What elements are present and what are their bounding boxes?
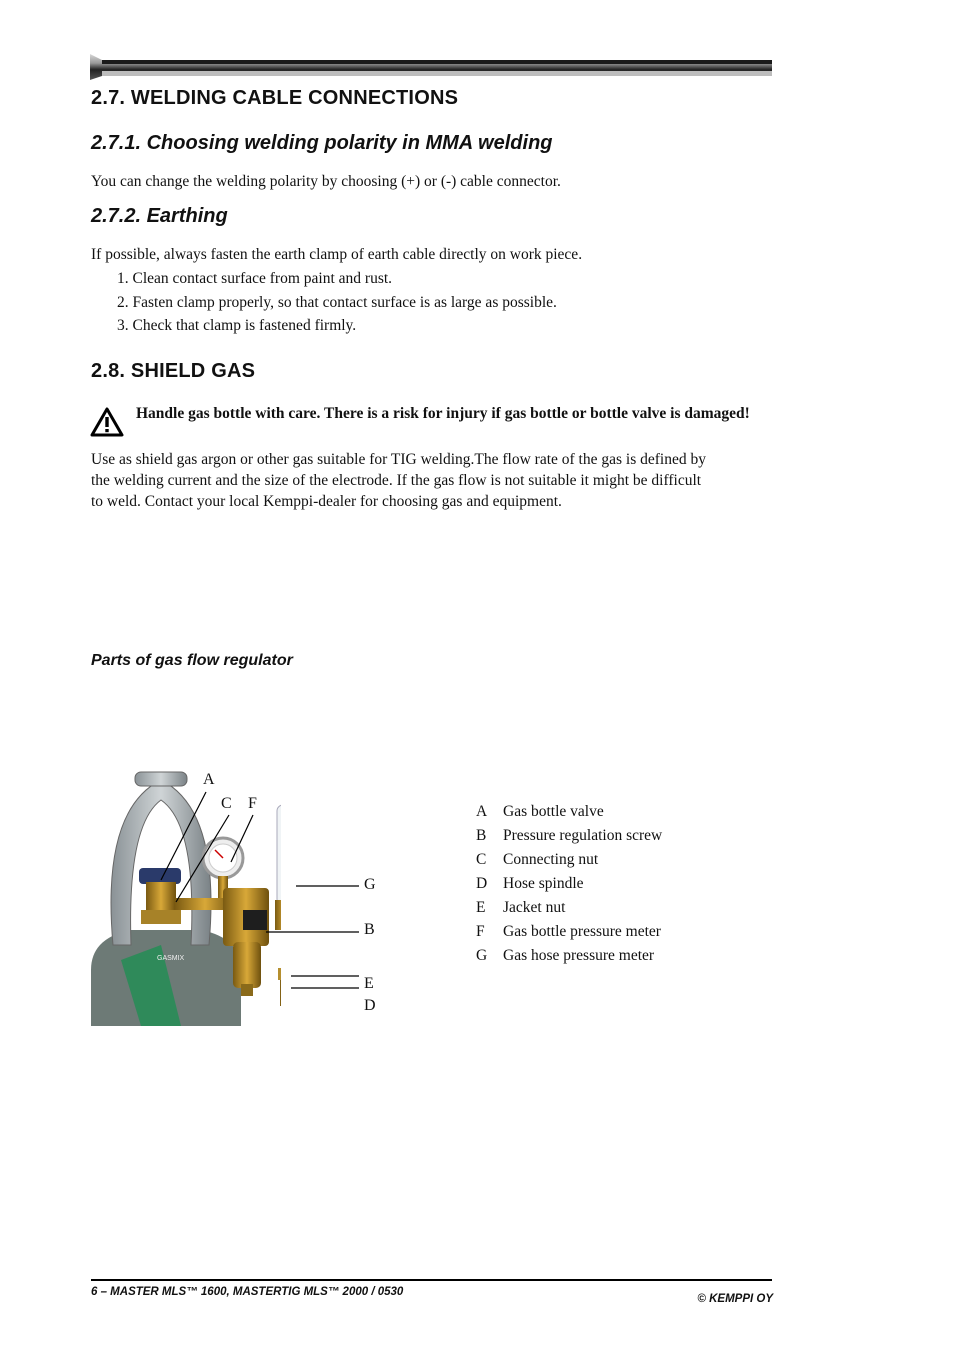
legend-letter: F	[476, 923, 485, 940]
legend-item	[476, 899, 565, 917]
legend-text: Hose spindle	[503, 875, 584, 892]
earthing-step-2: 2. Fasten clamp properly, so that contact surface is as large as possible.	[117, 294, 557, 311]
earthing-step-3: 3. Check that clamp is fastened firmly.	[117, 317, 357, 334]
section-2-7-2-heading: 2.7.2. Earthing	[91, 205, 228, 227]
figure-label-d: D	[364, 997, 376, 1014]
legend-item	[476, 803, 604, 821]
earthing-step-1: 1. Clean contact surface from paint and rust.	[117, 270, 393, 287]
header-band	[88, 52, 774, 82]
footer-document-title: 6 – MASTER MLS™ 1600, MASTERTIG MLS™ 2000 / 0530	[91, 1286, 404, 1298]
figure-label-e: E	[364, 975, 374, 992]
section-2-7-1-heading: 2.7.1. Choosing welding polarity in MMA welding	[91, 132, 553, 154]
section-2-8-heading: 2.8. SHIELD GAS	[91, 360, 256, 382]
warning-text: Handle gas bottle with care. There is a risk for injury if gas bottle or bottle valve is damaged!	[136, 405, 750, 422]
figure-label-b: B	[364, 921, 375, 938]
legend-text: Gas bottle pressure meter	[503, 923, 661, 940]
legend-item	[476, 851, 598, 869]
footer-copyright: © KEMPPI OY	[697, 1293, 773, 1305]
warning-triangle-icon	[90, 406, 124, 438]
legend-letter: A	[476, 803, 488, 820]
legend-text: Gas hose pressure meter	[503, 947, 655, 964]
legend-letter: B	[476, 827, 487, 844]
footer-rule	[91, 1279, 772, 1281]
legend-item	[476, 875, 584, 893]
svg-text:GASMIX: GASMIX	[157, 955, 185, 962]
legend-letter: G	[476, 947, 488, 964]
legend-text: Gas bottle valve	[503, 803, 604, 820]
legend-item	[476, 827, 662, 845]
legend-item	[476, 947, 654, 965]
legend-text: Connecting nut	[503, 851, 599, 868]
legend-letter: E	[476, 899, 486, 916]
shield-gas-line-1: Use as shield gas argon or other gas suitable for TIG welding.The flow rate of the gas is defined by	[91, 451, 706, 468]
figure-caption: Parts of gas flow regulator	[91, 652, 293, 669]
figure-label-a: A	[203, 771, 215, 788]
figure-label-g: G	[364, 876, 376, 893]
shield-gas-line-3: to weld. Contact your local Kemppi-dealer for choosing gas and equipment.	[91, 493, 562, 510]
section-2-7-1-text: You can change the welding polarity by choosing (+) or (-) cable connector.	[91, 173, 561, 190]
figure-label-c: C	[221, 795, 232, 812]
section-2-7-heading: 2.7. WELDING CABLE CONNECTIONS	[91, 87, 459, 109]
legend-letter: D	[476, 875, 488, 892]
legend-text: Jacket nut	[503, 899, 566, 916]
legend-text: Pressure regulation screw	[503, 827, 663, 844]
section-2-7-2-text: If possible, always fasten the earth clamp of earth cable directly on work piece.	[91, 246, 583, 263]
legend-letter: C	[476, 851, 487, 868]
legend-item	[476, 923, 661, 941]
shield-gas-line-2: the welding current and the size of the electrode. If the gas flow is not suitable it might be difficult	[91, 472, 702, 489]
figure-label-f: F	[248, 795, 257, 812]
